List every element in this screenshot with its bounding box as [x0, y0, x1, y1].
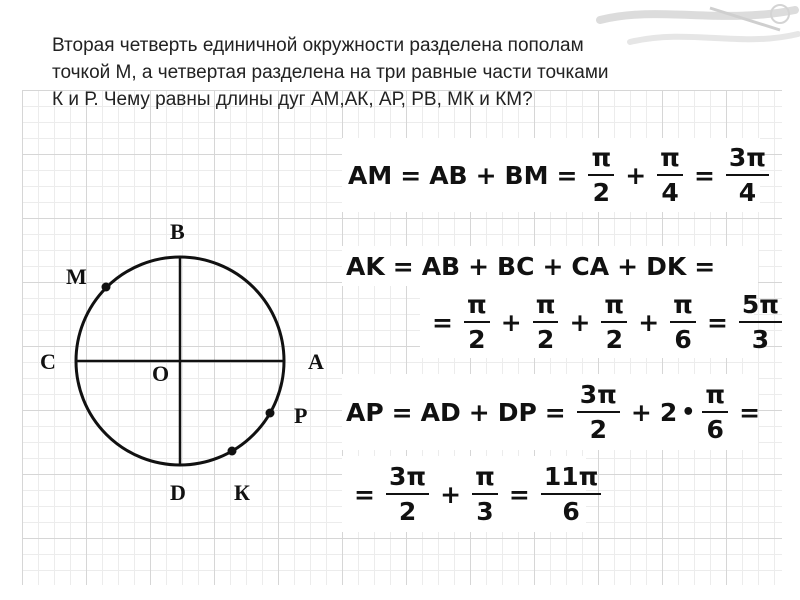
fraction-bar	[588, 174, 614, 176]
fraction	[670, 292, 696, 352]
fraction-denominator: 2	[605, 325, 624, 354]
label-c: C	[40, 349, 56, 374]
fraction-numerator: 5π	[741, 290, 780, 319]
fraction-denominator: 2	[468, 325, 486, 354]
eq-term: CA	[571, 251, 610, 281]
fraction-numerator: π	[591, 143, 612, 172]
fraction-denominator: 2	[592, 178, 611, 207]
fraction-numerator: 11π	[543, 462, 599, 491]
fraction	[577, 382, 620, 442]
label-p: P	[294, 403, 308, 428]
eq-operator: =	[392, 251, 414, 281]
fraction	[386, 464, 429, 524]
equation-ak-line1	[342, 246, 758, 286]
fraction-bar	[726, 174, 769, 176]
fraction-numerator: π	[466, 290, 487, 319]
point-p-dot	[266, 409, 275, 418]
eq-operator: =	[544, 397, 566, 427]
eq-term: DK	[646, 251, 687, 281]
fraction	[588, 145, 614, 205]
fraction	[464, 292, 490, 352]
equation-ap-line2	[342, 456, 599, 532]
eq-operator: =	[432, 307, 453, 337]
fraction-bar	[739, 321, 782, 323]
fraction-denominator: 2	[398, 497, 417, 526]
problem-line: Вторая четверть единичной окружности разделена пополам	[52, 35, 584, 56]
fraction-denominator: 3	[476, 497, 494, 526]
fraction	[472, 464, 498, 524]
eq-term: DP	[497, 397, 537, 427]
fraction-bar	[657, 174, 683, 176]
point-k-dot	[228, 447, 237, 456]
eq-coefficient: 2	[659, 397, 678, 427]
eq-term: AB	[421, 251, 461, 281]
fraction-denominator: 4	[738, 178, 757, 207]
fraction-numerator: 3π	[579, 380, 617, 409]
fraction-bar	[386, 493, 429, 495]
fraction	[541, 464, 602, 524]
eq-operator: =	[694, 251, 716, 281]
fraction-numerator: π	[475, 462, 495, 491]
eq-term: AK	[346, 251, 385, 281]
fraction-denominator: 6	[706, 415, 724, 444]
multiplication-dot: •	[681, 399, 696, 425]
fraction-numerator: π	[705, 380, 726, 409]
fraction-bar	[533, 321, 559, 323]
eq-operator: +	[468, 251, 490, 281]
eq-operator: +	[440, 479, 462, 509]
eq-term: AP	[346, 397, 384, 427]
fraction-bar	[702, 411, 728, 413]
label-o: O	[152, 361, 170, 386]
fraction-denominator: 6	[674, 325, 692, 354]
eq-operator: =	[739, 397, 761, 427]
eq-operator: =	[508, 479, 530, 509]
eq-term: BC	[497, 251, 535, 281]
fraction-bar	[541, 493, 602, 495]
fraction-denominator: 6	[562, 497, 580, 526]
eq-operator: +	[630, 397, 652, 427]
fraction-denominator: 2	[536, 325, 555, 354]
fraction-denominator: 4	[661, 178, 679, 207]
fraction	[657, 145, 683, 205]
eq-operator: =	[556, 160, 578, 190]
label-d: D	[170, 480, 186, 505]
fraction	[533, 292, 559, 352]
problem-line: К и Р. Чему равны длины дуг АМ,АК, АР, РВ, МК и КМ?	[52, 89, 533, 110]
eq-operator: +	[500, 307, 522, 337]
eq-operator: =	[391, 397, 413, 427]
eq-term: AB	[429, 160, 468, 190]
eq-operator: +	[617, 251, 639, 281]
eq-term: BM	[504, 160, 549, 190]
eq-operator: =	[354, 479, 375, 509]
eq-operator: =	[706, 307, 728, 337]
fraction	[726, 145, 769, 205]
label-a: A	[308, 349, 324, 374]
fraction-denominator: 3	[751, 325, 770, 354]
fraction-bar	[464, 321, 490, 323]
eq-operator: +	[569, 307, 591, 337]
point-m-dot	[102, 283, 111, 292]
fraction-bar	[472, 493, 498, 495]
eq-operator: +	[468, 397, 490, 427]
fraction	[739, 292, 782, 352]
fraction-bar	[601, 321, 627, 323]
eq-operator: +	[475, 160, 497, 190]
eq-operator: +	[625, 160, 647, 190]
fraction-bar	[577, 411, 620, 413]
fraction	[702, 382, 728, 442]
label-m: M	[66, 264, 87, 289]
label-k: К	[234, 480, 250, 505]
label-b: B	[170, 219, 185, 244]
problem-line: точкой М, а четвертая разделена на три равные части точками	[52, 62, 609, 83]
fraction-denominator: 2	[589, 415, 607, 444]
eq-term: AM	[348, 160, 393, 190]
eq-term: AD	[420, 397, 461, 427]
fraction-numerator: π	[660, 143, 680, 172]
fraction	[601, 292, 627, 352]
fraction-numerator: π	[673, 290, 693, 319]
eq-operator: +	[542, 251, 564, 281]
fraction-numerator: 3π	[388, 462, 427, 491]
fraction-numerator: 3π	[728, 143, 767, 172]
fraction-numerator: π	[604, 290, 625, 319]
eq-operator: =	[400, 160, 422, 190]
equation-am	[342, 138, 767, 212]
eq-operator: =	[693, 160, 715, 190]
eq-operator: +	[638, 307, 660, 337]
fraction-bar	[670, 321, 696, 323]
fraction-numerator: π	[535, 290, 556, 319]
equation-ap-line1	[342, 374, 761, 450]
